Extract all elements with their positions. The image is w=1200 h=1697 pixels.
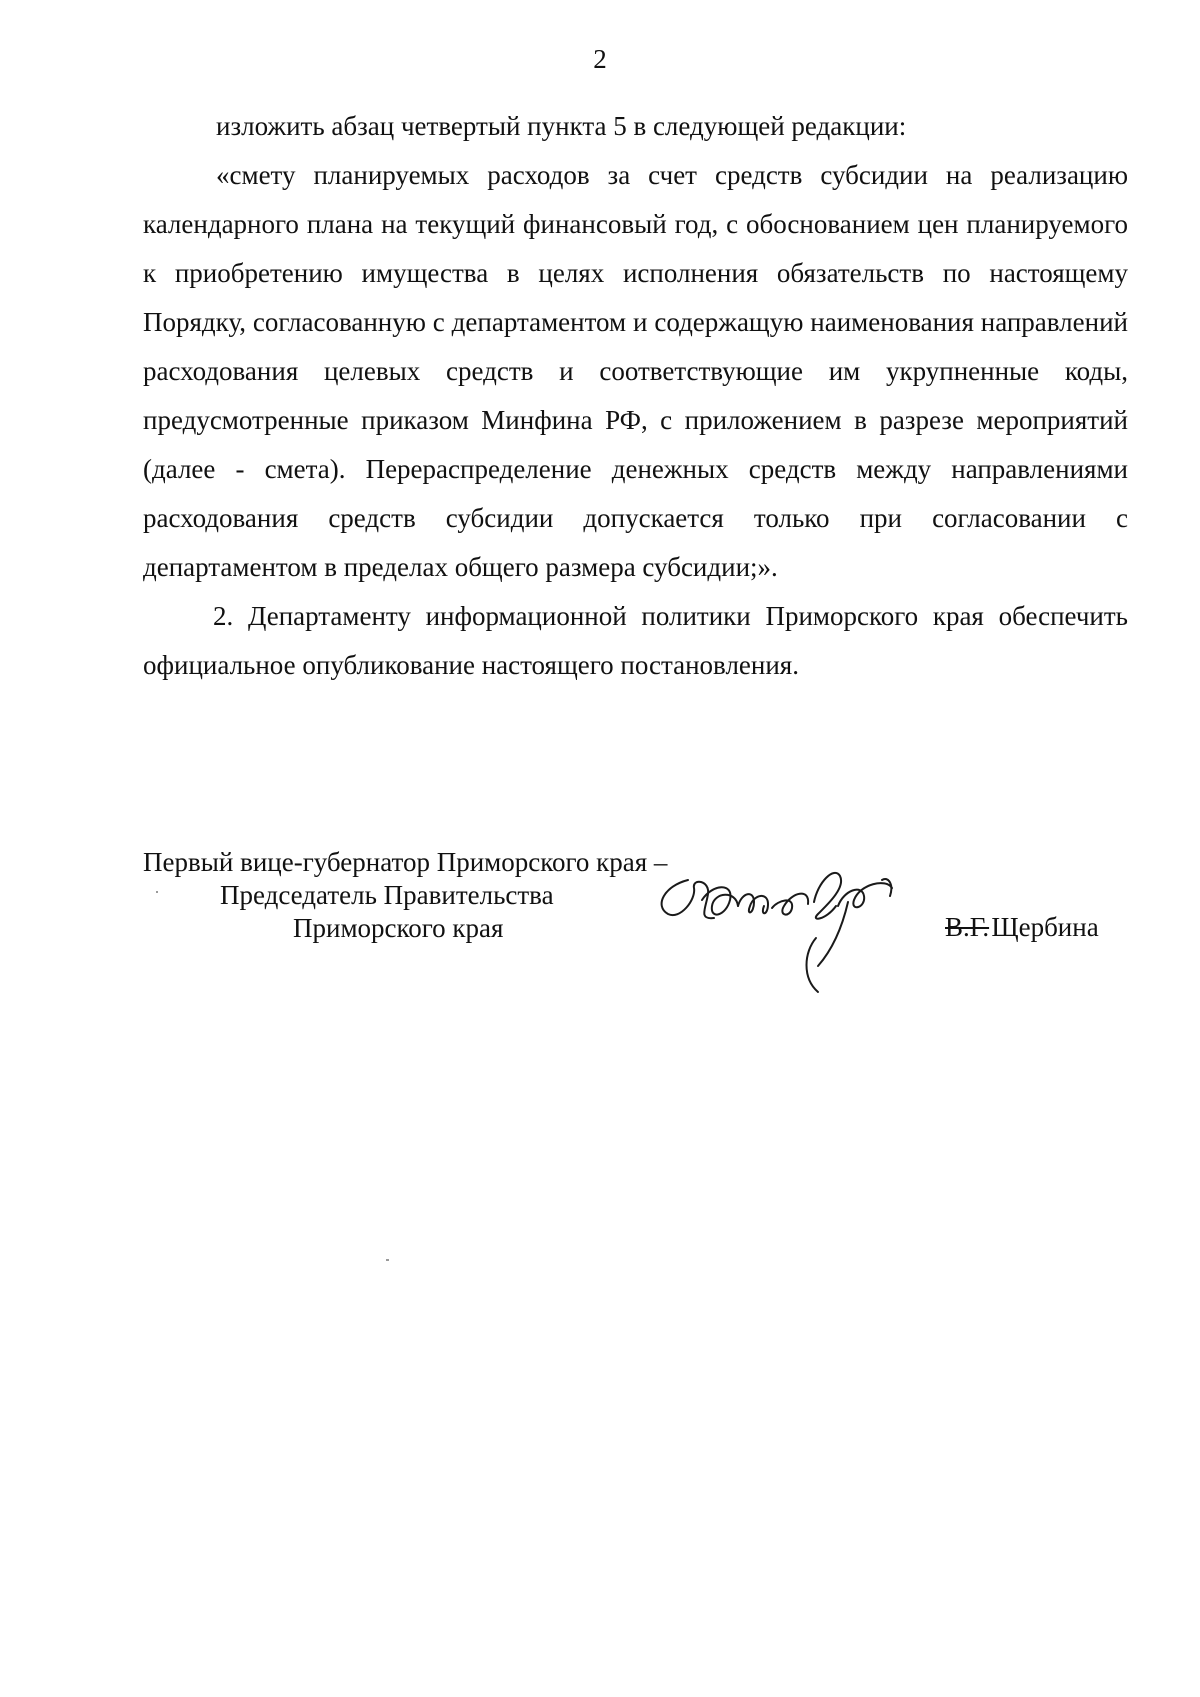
- signer-name: [945, 912, 1099, 943]
- quoted-amendment-paragraph: «смету планируемых расходов за счет средств субсидии на реализацию календарного плана на текущий финансовый год, с обоснованием цен планируемого к приобретению имущества в целях исполнения обязательств по настоящему Порядку, согласованную с департаментом и содержащую наименования направлений расходования целевых средств и соответствующие им укрупненные коды, предусмотренные приказом Минфина РФ, с приложением в разрезе мероприятий (далее - смета). Перераспределение денежных средств между направлениями расходования средств субсидии допускается только при согласовании с департаментом в пределах общего размера субсидии;».: [143, 160, 1128, 582]
- item-2-paragraph: 2. Департаменту информационной политики Приморского края обеспечить официальное опубликование настоящего постановления.: [143, 601, 1128, 680]
- intro-paragraph: изложить абзац четвертый пункта 5 в следующей редакции:: [216, 111, 907, 141]
- signatory-title-line-1: Первый вице-губернатор Приморского края –: [143, 847, 668, 877]
- signatory-title-line-2: Председатель Правительства: [220, 880, 554, 910]
- scan-speck: [386, 1259, 389, 1261]
- document-body: [143, 102, 1128, 690]
- page-number: 2: [593, 44, 607, 74]
- signatory-title: [143, 846, 667, 945]
- handwritten-signature: [650, 862, 930, 1002]
- signer-initials: В.Г.: [945, 912, 990, 942]
- scan-speck: [156, 891, 158, 893]
- signatory-title-line-3: Приморского края: [293, 913, 504, 943]
- signer-surname: Щербина: [991, 912, 1099, 942]
